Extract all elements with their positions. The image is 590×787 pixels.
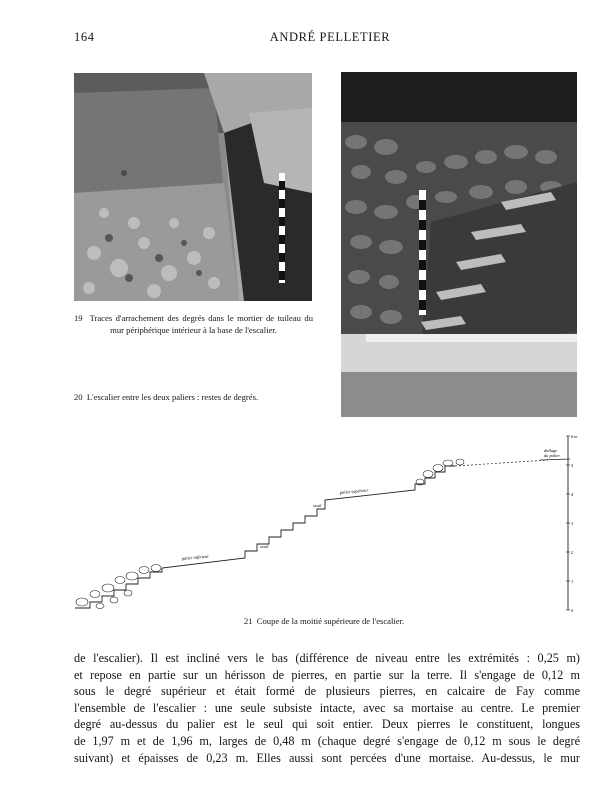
scale-label-6m: 6 m — [571, 434, 578, 439]
body-line: l'ensemble de l'escalier : une seule subsiste intacte, avec sa mortaise au centre. Le premier — [74, 700, 580, 715]
label-seuil-2: seuil — [313, 503, 322, 508]
figure-20-caption — [74, 391, 338, 403]
scale-tick-2: 2 — [571, 550, 574, 555]
figure-21-number: 21 — [243, 616, 253, 626]
body-text — [74, 650, 580, 766]
label-palier-inferieur: palier inférieur — [181, 553, 209, 561]
figure-19-photo — [74, 73, 312, 301]
lower-rubble — [76, 565, 161, 609]
scale-tick-4: 4 — [571, 492, 574, 497]
figure-20-caption-text: L'escalier entre les deux paliers : restes de degrés. — [86, 392, 259, 402]
scale-tick-1: 1 — [571, 579, 574, 584]
figure-20-photo — [341, 72, 577, 417]
figure-21-caption — [0, 615, 590, 627]
figure-20-number: 20 — [74, 392, 83, 402]
body-line: de 1,97 m et de 1,96 m, larges de 0,48 m (chaque degré s'engage de 0,12 m sous le degré — [74, 733, 580, 748]
label-palier-superieur: palier supérieur — [339, 487, 369, 495]
upper-level-end — [540, 459, 570, 460]
scale-tick-5: 5 — [571, 463, 574, 468]
label-du-palier: du palier — [544, 453, 560, 458]
body-line: et repose en partie sur un hérisson de pierres, en partie sur la terre. Il s'engage de 0,12 m — [74, 667, 580, 682]
figure-21-caption-text: Coupe de la moitié supérieure de l'escalier. — [256, 616, 405, 626]
upper-level-dashed — [455, 460, 548, 466]
figure-19-number: 19 — [74, 313, 83, 323]
figure-19-caption — [74, 312, 313, 337]
body-line: suivant) et épaisses de 0,23 m. Elles aussi sont percées d'une mortaise. Au-dessus, le mur — [74, 750, 580, 765]
label-dallage: dallage — [544, 448, 558, 453]
scale-tick-3: 3 — [571, 521, 574, 526]
scale-tick-0: 0 — [571, 608, 574, 613]
stair-profile — [75, 466, 455, 608]
figure-19-caption-text: Traces d'arrachement des degrés dans le mortier de tuileau du mur périphérique intérieur à la base de l'escalier. — [89, 313, 314, 336]
body-line: de l'escalier). Il est incliné vers le bas (différence de niveau entre les extrémités : 0,25 m) — [74, 651, 580, 665]
running-title: ANDRÉ PELLETIER — [269, 30, 391, 44]
page-number: 164 — [74, 30, 95, 44]
figure-21-drawing — [70, 430, 580, 615]
label-seuil-1: seuil — [260, 544, 269, 549]
body-line: sous le degré supérieur et était formé de plusieurs pierres, en calcaire de Fay comme — [74, 684, 580, 699]
body-line: degré au-dessus du palier est le seul qui soit entier. Deux pierres le constituent, longues — [74, 717, 580, 732]
